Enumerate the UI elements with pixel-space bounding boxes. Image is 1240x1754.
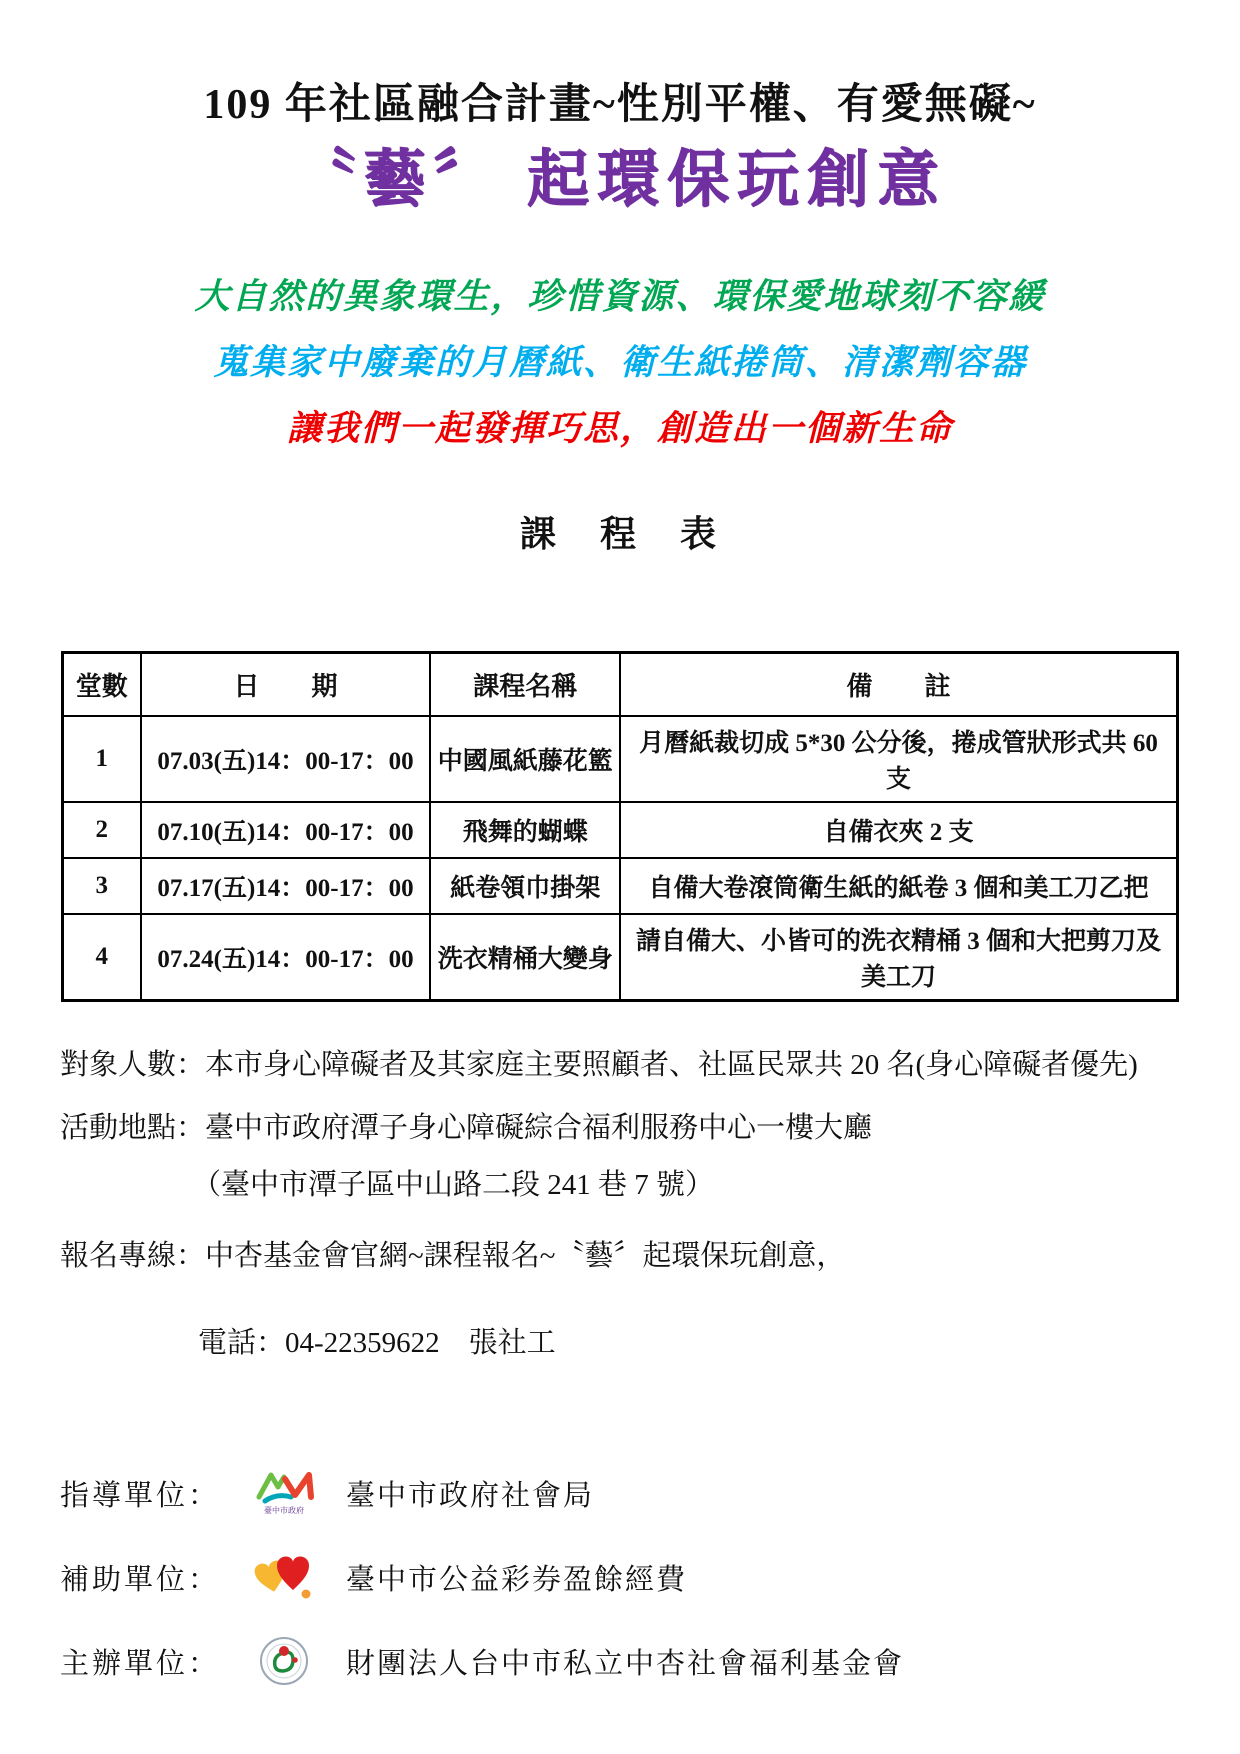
cell-note: 月曆紙裁切成 5*30 公分後，捲成管狀形式共 60 支 [620,716,1178,802]
column-header-no: 堂數 [63,652,141,716]
schedule-heading: 課 程 表 [519,513,720,554]
svg-text:臺中市政府: 臺中市政府 [264,1506,304,1516]
column-header-date: 日 期 [141,652,431,716]
cell-date: 07.17(五)14：00-17：00 [141,858,431,914]
cell-note: 自備衣夾 2 支 [620,802,1178,858]
slogan-line-cyan: 蒐集家中廢棄的月曆紙、衛生紙捲筒、清潔劑容器 [212,342,1027,382]
table-row [63,858,1178,914]
table-row [63,802,1178,858]
organizer-row-advisor [60,1464,1180,1522]
organizer-name: 財團法人台中市私立中杏社會福利基金會 [346,1647,905,1680]
slogan-line-red: 讓我們一起發揮巧思，創造出一個新生命 [286,408,953,448]
cell-date: 07.10(五)14：00-17：00 [141,802,431,858]
info-phone: 電話：04-22359622 張社工 [198,1326,556,1359]
info-address: （臺中市潭子區中山路二段 241 巷 7 號） [192,1168,715,1201]
foundation-logo [248,1636,320,1686]
taichung-gov-logo [248,1467,320,1519]
schedule-header-row [63,652,1178,716]
cell-date: 07.24(五)14：00-17：00 [141,914,431,1001]
slogan-block [60,276,1180,450]
organizer-name: 臺中市政府社會局 [346,1479,595,1512]
column-header-note: 備 註 [620,652,1178,716]
organizer-row-sponsor [60,1548,1180,1606]
cell-course: 洗衣精桶大變身 [430,914,620,1001]
cell-course: 中國風紙藤花籃 [430,716,620,802]
cell-note: 自備大卷滾筒衛生紙的紙卷 3 個和美工刀乙把 [620,858,1178,914]
info-location: 活動地點：臺中市政府潭子身心障礙綜合福利服務中心一樓大廳 [60,1112,873,1145]
cell-note: 請自備大、小皆可的洗衣精桶 3 個和大把剪刀及美工刀 [620,914,1178,1001]
column-header-course: 課程名稱 [430,652,620,716]
event-info-block [60,1048,1180,1360]
cell-course: 飛舞的蝴蝶 [430,802,620,858]
main-title: 〝藝〞 起環保玩創意 [293,146,947,215]
organizer-name: 臺中市公益彩券盈餘經費 [346,1563,688,1596]
organizer-label: 指導單位： [60,1479,221,1512]
slogan-line-green: 大自然的異象環生，珍惜資源、環保愛地球刻不容緩 [194,276,1046,316]
table-row [63,914,1178,1001]
info-registration: 報名專線：中杏基金會官網~課程報名~〝藝〞起環保玩創意， [60,1239,846,1272]
table-row [63,716,1178,802]
organizer-row-host [60,1632,1180,1690]
schedule-table [61,651,1179,1003]
organizer-label: 主辦單位： [60,1647,221,1680]
info-audience: 對象人數：本市身心障礙者及其家庭主要照顧者、社區民眾共 20 名(身心障礙者優先) [60,1049,1138,1082]
cell-no: 4 [63,914,141,1001]
cell-no: 2 [63,802,141,858]
cell-date: 07.03(五)14：00-17：00 [141,716,431,802]
cell-no: 3 [63,858,141,914]
organizers-block [60,1464,1180,1690]
organizer-label: 補助單位： [60,1563,221,1596]
header-subtitle: 109 年社區融合計畫~性別平權、有愛無礙~ [203,82,1037,128]
cell-course: 紙卷領巾掛架 [430,858,620,914]
lottery-hearts-logo [248,1552,320,1602]
cell-no: 1 [63,716,141,802]
